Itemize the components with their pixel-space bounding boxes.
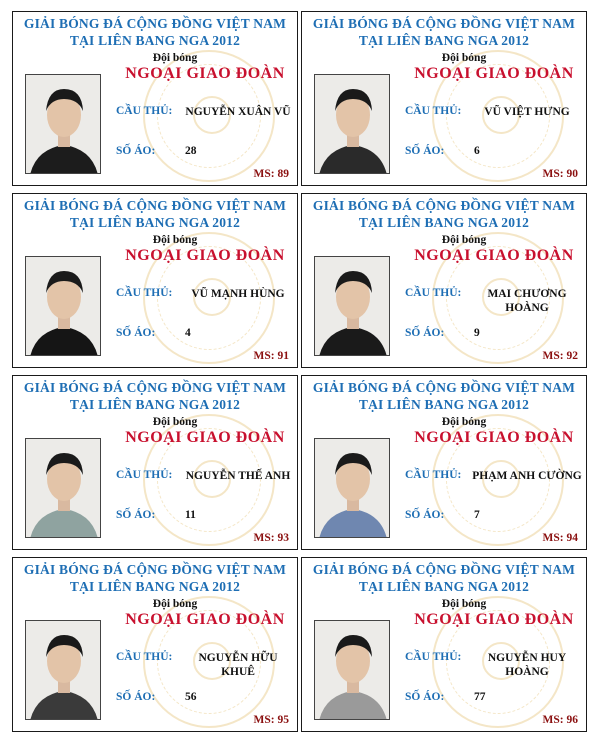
player-name: NGUYỄN THẾ ANH	[185, 470, 291, 482]
league-title-line2: TẠI LIÊN BANG NGA 2012	[358, 33, 530, 48]
league-title-line1: GIẢI BÓNG ĐÁ CỘNG ĐỒNG VIỆT NAM	[23, 562, 287, 577]
player-name: PHẠM ANH CƯỜNG	[472, 470, 582, 482]
card-code: MS: 95	[253, 714, 289, 726]
league-title-line2: TẠI LIÊN BANG NGA 2012	[358, 579, 530, 594]
player-card	[12, 11, 298, 186]
player-photo	[314, 438, 390, 538]
team-name: NGOẠI GIAO ĐOÀN	[414, 429, 574, 446]
team-name: NGOẠI GIAO ĐOÀN	[125, 247, 285, 264]
team-label: Đội bóng	[152, 234, 198, 246]
team-label: Đội bóng	[441, 234, 487, 246]
player-label: CẦU THỦ:	[405, 469, 462, 481]
player-photo	[25, 620, 101, 720]
player-card	[301, 193, 587, 368]
league-title-line2: TẠI LIÊN BANG NGA 2012	[69, 33, 241, 48]
player-card	[12, 375, 298, 550]
team-label: Đội bóng	[152, 416, 198, 428]
jersey-number: 77	[474, 691, 486, 703]
team-name: NGOẠI GIAO ĐOÀN	[414, 247, 574, 264]
team-label: Đội bóng	[152, 52, 198, 64]
player-photo	[314, 256, 390, 356]
league-title-line1: GIẢI BÓNG ĐÁ CỘNG ĐỒNG VIỆT NAM	[23, 380, 287, 395]
league-title-line2: TẠI LIÊN BANG NGA 2012	[69, 397, 241, 412]
league-title-line1: GIẢI BÓNG ĐÁ CỘNG ĐỒNG VIỆT NAM	[312, 16, 576, 31]
player-name: NGUYỄN XUÂN VŨ	[185, 106, 291, 118]
player-label: CẦU THỦ:	[116, 287, 173, 299]
league-title-line1: GIẢI BÓNG ĐÁ CỘNG ĐỒNG VIỆT NAM	[312, 562, 576, 577]
player-label: CẦU THỦ:	[116, 469, 173, 481]
player-label: CẦU THỦ:	[116, 105, 173, 117]
team-name: NGOẠI GIAO ĐOÀN	[414, 65, 574, 82]
league-title-line1: GIẢI BÓNG ĐÁ CỘNG ĐỒNG VIỆT NAM	[312, 198, 576, 213]
league-title-line2: TẠI LIÊN BANG NGA 2012	[358, 215, 530, 230]
jersey-number-label: SỐ ÁO:	[405, 509, 445, 521]
team-name: NGOẠI GIAO ĐOÀN	[125, 65, 285, 82]
jersey-number: 9	[474, 327, 480, 339]
player-label: CẦU THỦ:	[116, 651, 173, 663]
player-name: NGUYỄN HỮU KHUÊ	[198, 652, 278, 678]
card-code: MS: 90	[542, 168, 578, 180]
team-label: Đội bóng	[152, 598, 198, 610]
league-title-line2: TẠI LIÊN BANG NGA 2012	[69, 579, 241, 594]
jersey-number: 6	[474, 145, 480, 157]
jersey-number: 4	[185, 327, 191, 339]
jersey-number: 28	[185, 145, 197, 157]
jersey-number-label: SỐ ÁO:	[405, 691, 445, 703]
player-label: CẦU THỦ:	[405, 105, 462, 117]
league-title-line1: GIẢI BÓNG ĐÁ CỘNG ĐỒNG VIỆT NAM	[23, 16, 287, 31]
player-label: CẦU THỦ:	[405, 651, 462, 663]
team-label: Đội bóng	[441, 598, 487, 610]
player-photo	[25, 438, 101, 538]
player-card	[12, 193, 298, 368]
jersey-number-label: SỐ ÁO:	[116, 145, 156, 157]
jersey-number: 11	[185, 509, 196, 521]
player-photo	[25, 74, 101, 174]
player-name: MAI CHƯƠNG HOÀNG	[487, 288, 567, 314]
team-name: NGOẠI GIAO ĐOÀN	[125, 429, 285, 446]
team-name: NGOẠI GIAO ĐOÀN	[125, 611, 285, 628]
player-card	[301, 375, 587, 550]
team-label: Đội bóng	[441, 52, 487, 64]
jersey-number-label: SỐ ÁO:	[116, 691, 156, 703]
jersey-number-label: SỐ ÁO:	[116, 327, 156, 339]
card-code: MS: 92	[542, 350, 578, 362]
card-code: MS: 93	[253, 532, 289, 544]
player-label: CẦU THỦ:	[405, 287, 462, 299]
card-code: MS: 89	[253, 168, 289, 180]
player-photo	[314, 620, 390, 720]
jersey-number-label: SỐ ÁO:	[116, 509, 156, 521]
card-code: MS: 94	[542, 532, 578, 544]
card-code: MS: 91	[253, 350, 289, 362]
league-title-line1: GIẢI BÓNG ĐÁ CỘNG ĐỒNG VIỆT NAM	[312, 380, 576, 395]
player-photo	[25, 256, 101, 356]
player-card	[301, 11, 587, 186]
jersey-number-label: SỐ ÁO:	[405, 327, 445, 339]
player-name: NGUYỄN HUY HOÀNG	[487, 652, 567, 678]
card-code: MS: 96	[542, 714, 578, 726]
player-photo	[314, 74, 390, 174]
player-name: VŨ VIỆT HƯNG	[484, 106, 570, 118]
league-title-line1: GIẢI BÓNG ĐÁ CỘNG ĐỒNG VIỆT NAM	[23, 198, 287, 213]
jersey-number-label: SỐ ÁO:	[405, 145, 445, 157]
player-card	[301, 557, 587, 732]
team-label: Đội bóng	[441, 416, 487, 428]
player-name: VŨ MẠNH HÙNG	[191, 288, 285, 300]
league-title-line2: TẠI LIÊN BANG NGA 2012	[69, 215, 241, 230]
jersey-number: 7	[474, 509, 480, 521]
player-card	[12, 557, 298, 732]
league-title-line2: TẠI LIÊN BANG NGA 2012	[358, 397, 530, 412]
jersey-number: 56	[185, 691, 197, 703]
team-name: NGOẠI GIAO ĐOÀN	[414, 611, 574, 628]
